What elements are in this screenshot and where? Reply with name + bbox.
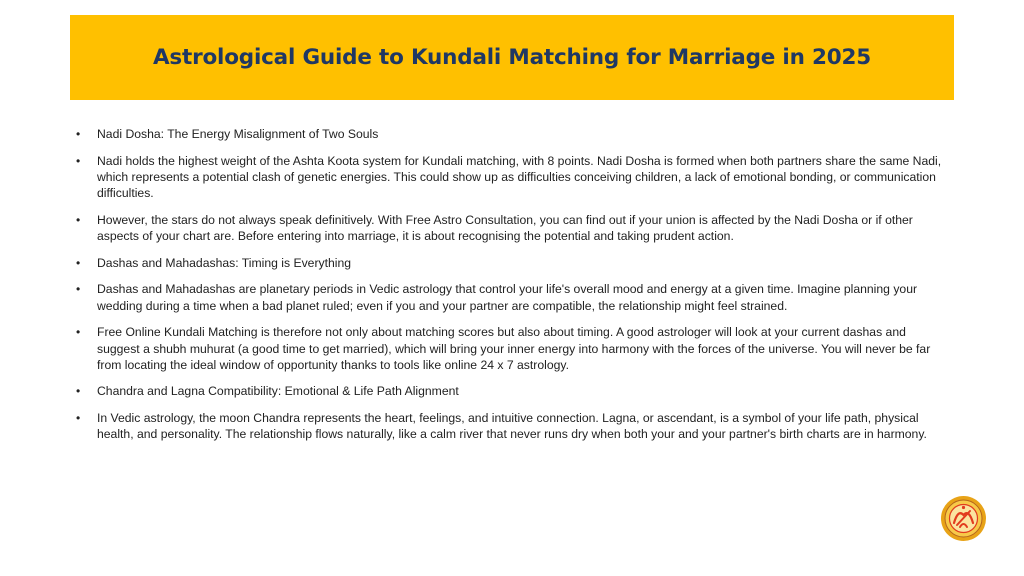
page-title: Astrological Guide to Kundali Matching for Marriage in 2025 xyxy=(152,45,872,70)
bullet-dot-icon: • xyxy=(76,411,81,426)
slide-content xyxy=(76,126,946,453)
bullet-item xyxy=(76,281,946,313)
title-banner xyxy=(70,15,954,100)
bullet-text: Free Online Kundali Matching is therefore not only about matching scores but also about timing. A good astrologer will look at your current dashas and suggest a shubh muhurat (a good time to get married), which will bring your inner energy into harmony with the forces of the universe. You will never be far from locating the ideal window of opportunity thanks to tools like online 24 x 7 astrology. xyxy=(97,325,931,372)
bullet-dot-icon: • xyxy=(76,255,81,270)
bullet-item xyxy=(76,153,946,202)
bullet-list xyxy=(76,126,946,443)
bullet-dot-icon: • xyxy=(76,282,81,297)
bullet-text: Dashas and Mahadashas are planetary periods in Vedic astrology that control your life's overall mood and energy at a given time. Imagine planning your wedding during a time when a bad planet ruled; even if you and your partner are compatible, the relationship might feel strained. xyxy=(97,282,918,313)
bullet-text: Dashas and Mahadashas: Timing is Everything xyxy=(97,255,352,270)
bullet-dot-icon: • xyxy=(76,384,81,399)
bullet-text: In Vedic astrology, the moon Chandra represents the heart, feelings, and intuitive connection. Lagna, or ascendant, is a symbol of your life path, physical health, and personality. The relationship flows naturally, like a calm river that never runs dry when both your and your partner's birth charts are in harmony. xyxy=(97,411,927,442)
bullet-item xyxy=(76,383,946,399)
bullet-item xyxy=(76,212,946,244)
bullet-dot-icon: • xyxy=(76,212,81,227)
bullet-dot-icon: • xyxy=(76,127,81,141)
astro-mandala-logo-icon xyxy=(940,495,987,542)
bullet-text: Nadi holds the highest weight of the Ashta Koota system for Kundali matching, with 8 points. Nadi Dosha is formed when both partners share the same Nadi, which represents a potential clash of genetic energies. This could show up as difficulties conceiving children, a lack of emotional bonding, or communication difficulties. xyxy=(97,153,942,201)
bullet-dot-icon: • xyxy=(76,325,81,340)
bullet-text: Nadi Dosha: The Energy Misalignment of Two Souls xyxy=(97,127,379,141)
bullet-item xyxy=(76,126,946,142)
bullet-text: Chandra and Lagna Compatibility: Emotional & Life Path Alignment xyxy=(97,384,459,399)
bullet-item xyxy=(76,255,946,271)
bullet-dot-icon: • xyxy=(76,153,81,168)
bullet-text: However, the stars do not always speak definitively. With Free Astro Consultation, you can find out if your union is affected by the Nadi Dosha or if other aspects of your chart are. Before entering into marriage, it is about recognising the potential and taking prudent action. xyxy=(97,212,913,244)
bullet-item xyxy=(76,324,946,373)
bullet-item xyxy=(76,410,946,442)
